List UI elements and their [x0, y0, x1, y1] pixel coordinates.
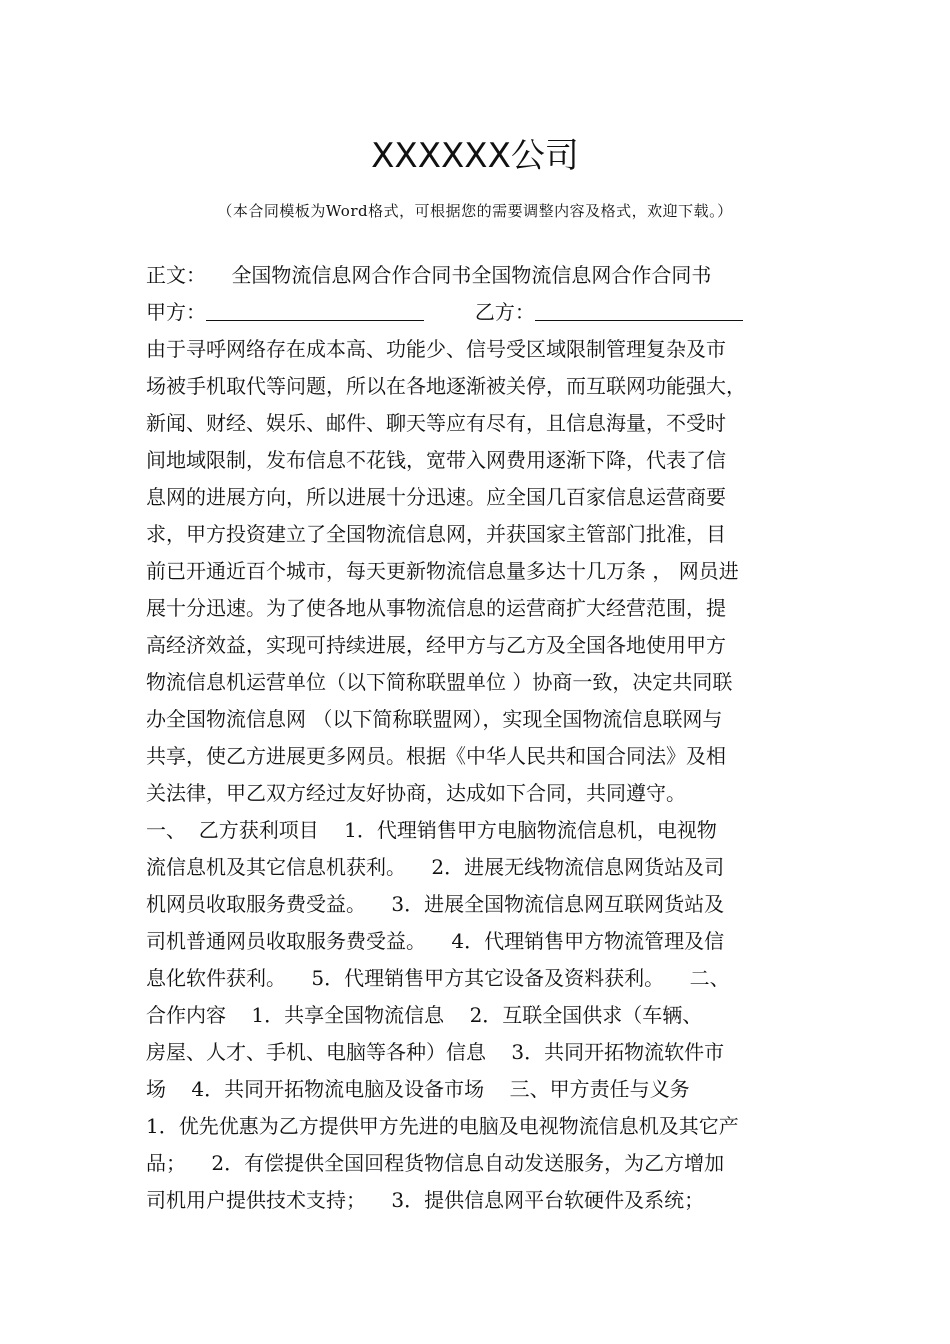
text-line: 由于寻呼网络存在成本高、功能少、信号受区域限制管理复杂及市: [146, 337, 726, 361]
contract-text: [146, 331, 846, 1219]
contract-heading-line: [146, 257, 846, 294]
text-line: 关法律，甲乙双方经过友好协商，达成如下合同，共同遵守。: [146, 781, 686, 805]
party-b-label: 乙方：: [474, 300, 535, 324]
text-line: 流信息机及其它信息机获利。 2．进展无线物流信息网货站及司: [146, 855, 725, 879]
text-line: 机网员收取服务费受益。 3．进展全国物流信息网互联网货站及: [146, 892, 725, 916]
text-line: 间地域限制，发布信息不花钱，宽带入网费用逐渐下降，代表了信: [146, 448, 726, 472]
text-line: 司机用户提供技术支持； 3．提供信息网平台软硬件及系统；: [146, 1188, 705, 1212]
text-line: 展十分迅速。为了使各地从事物流信息的运营商扩大经营范围，提: [146, 596, 726, 620]
text-line: 息化软件获利。 5．代理销售甲方其它设备及资料获利。 二、: [146, 966, 730, 990]
text-line: 合作内容 1．共享全国物流信息 2．互联全国供求（车辆、: [146, 1003, 703, 1027]
party-a-blank: [206, 298, 424, 321]
contract-name: 全国物流信息网合作合同书全国物流信息网合作合同书: [231, 263, 712, 287]
text-line: 品； 2．有偿提供全国回程货物信息自动发送服务，为乙方增加: [146, 1151, 725, 1175]
text-line: 求，甲方投资建立了全国物流信息网，并获国家主管部门批准，目: [146, 522, 726, 546]
text-line: 场被手机取代等问题，所以在各地逐渐被关停，而互联网功能强大，: [146, 374, 746, 398]
text-line: 前已开通近百个城市，每天更新物流信息量多达十几万条 ， 网员进: [146, 559, 739, 583]
text-line: 共享，使乙方进展更多网员。根据《中华人民共和国合同法》及相: [146, 744, 726, 768]
text-line: 办全国物流信息网 （以下简称联盟网），实现全国物流信息联网与: [146, 707, 723, 731]
contract-body: [146, 257, 846, 1219]
text-line: 司机普通网员收取服务费受益。 4．代理销售甲方物流管理及信: [146, 929, 725, 953]
text-line: 场 4．共同开拓物流电脑及设备市场 三、甲方责任与义务: [146, 1077, 690, 1101]
parties-line: [146, 294, 846, 331]
text-line: 息网的进展方向，所以进展十分迅速。应全国几百家信息运营商要: [146, 485, 726, 509]
text-line: 房屋、人才、手机、电脑等各种）信息 3．共同开拓物流软件市: [146, 1040, 725, 1064]
body-label: 正文：: [146, 263, 206, 287]
text-line: 1．优先优惠为乙方提供甲方先进的电脑及电视物流信息机及其它产: [146, 1114, 739, 1138]
text-line: 物流信息机运营单位（以下简称联盟单位 ）协商一致，决定共同联: [146, 670, 733, 694]
party-b-blank: [535, 298, 743, 321]
text-line: 一、 乙方获利项目 1．代理销售甲方电脑物流信息机，电视物: [146, 818, 717, 842]
party-a-label: 甲方：: [146, 300, 206, 324]
document-title: XXXXXX公司: [371, 136, 579, 176]
text-line: 高经济效益，实现可持续进展，经甲方与乙方及全国各地使用甲方: [146, 633, 726, 657]
text-line: 新闻、财经、娱乐、邮件、聊天等应有尽有，且信息海量，不受时: [146, 411, 726, 435]
template-note: （本合同模板为Word格式，可根据您的需要调整内容及格式，欢迎下载。）: [217, 202, 733, 220]
